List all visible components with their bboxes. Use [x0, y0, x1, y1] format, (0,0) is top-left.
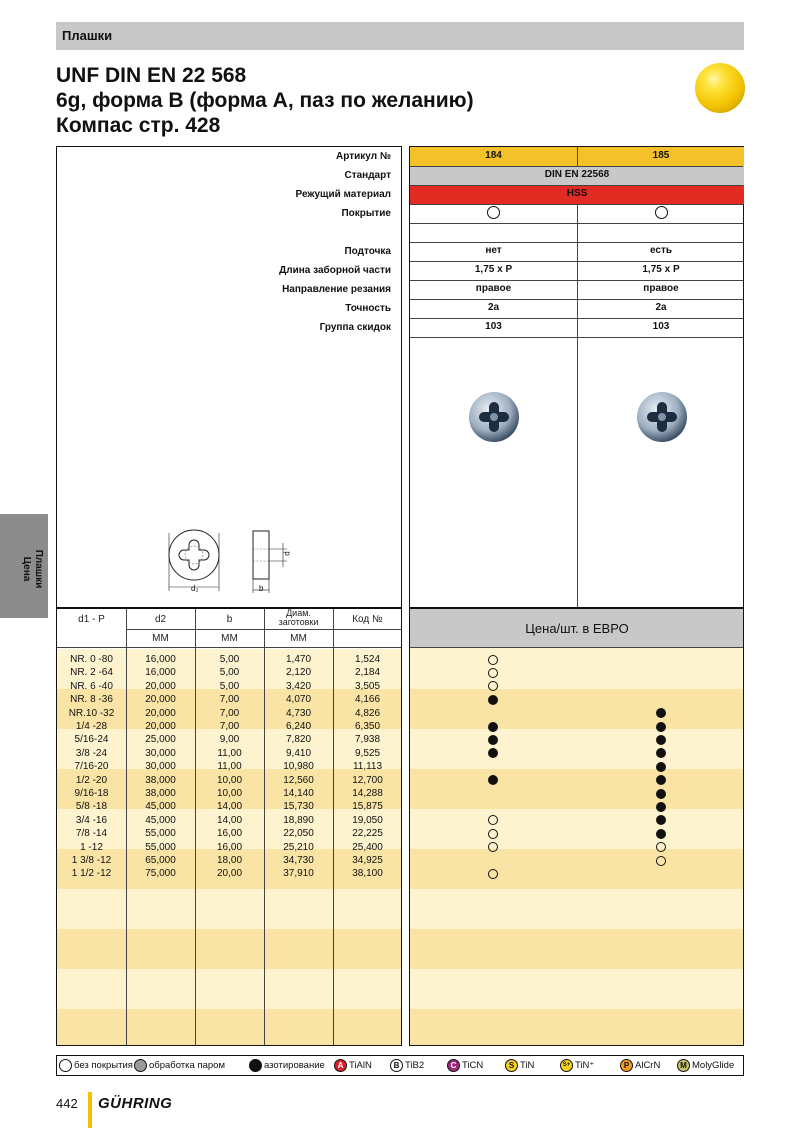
direction-184: правое — [475, 283, 512, 294]
undercut-185: есть — [649, 245, 673, 256]
cell-d2: 25,000 — [145, 734, 176, 746]
cell-d2: 55,000 — [145, 841, 176, 853]
cell-diam: 7,820 — [285, 734, 312, 746]
cell-d1p: 1 1/2 -12 — [71, 868, 112, 880]
legend-item-tin: S TiN — [505, 1059, 534, 1073]
nitrided-dot-icon — [488, 722, 498, 732]
cell-diam: 3,420 — [285, 680, 312, 692]
legend-item-tib2: B TiB2 — [390, 1059, 424, 1073]
row-band — [410, 649, 743, 689]
row-band — [57, 1009, 401, 1046]
page-number: 442 — [56, 1096, 78, 1111]
cell-d2: 38,000 — [145, 788, 176, 799]
legend-item-steam: обработка паром — [134, 1059, 225, 1073]
cell-d1p: 1/2 -20 — [75, 774, 108, 786]
cell-d2: 20,000 — [145, 694, 176, 706]
nitrided-dot-icon — [656, 735, 666, 745]
cell-code: 15,875 — [352, 801, 383, 813]
cell-code: 7,938 — [354, 734, 381, 746]
row-band — [410, 729, 743, 769]
section-title: Плашки — [62, 28, 113, 43]
cell-b: 10,00 — [216, 788, 243, 799]
cell-code: 25,400 — [352, 841, 383, 853]
col-blank-diameter-line2: заготовки — [278, 617, 319, 627]
row-band — [410, 889, 743, 929]
row-band — [410, 689, 743, 729]
cell-d1p: 9/16-18 — [74, 788, 109, 799]
table-row — [57, 747, 402, 760]
cell-code: 22,225 — [352, 828, 383, 840]
uncoated-circle-icon — [655, 206, 668, 219]
cell-code: 11,113 — [352, 761, 383, 773]
table-row — [57, 867, 402, 880]
table-row — [57, 814, 402, 827]
unit-d2: MM — [152, 633, 169, 644]
nitrided-dot-icon — [488, 735, 498, 745]
discount-184: 103 — [485, 321, 502, 332]
legend-item-tin-plus: S+ TiN⁺ — [560, 1059, 594, 1073]
undercut-184: нет — [485, 245, 502, 256]
cell-d2: 65,000 — [145, 855, 176, 866]
label-article: Артикул № — [336, 151, 391, 162]
brand-logo: GÜHRING — [98, 1095, 173, 1112]
row-band — [410, 849, 743, 889]
table-row — [57, 787, 402, 800]
nitrided-dot-icon — [656, 762, 666, 772]
col-d1p: d1 - P — [78, 614, 105, 625]
label-discount: Группа скидок — [319, 322, 391, 333]
cell-d2: 30,000 — [145, 761, 176, 773]
label-chamfer: Длина заборной части — [279, 265, 391, 276]
coating-184 — [410, 204, 577, 223]
cell-d2: 55,000 — [145, 828, 176, 840]
table-row — [57, 854, 402, 867]
cell-d2: 20,000 — [145, 721, 176, 732]
cell-diam: 15,730 — [283, 801, 314, 813]
cell-b: 16,00 — [216, 841, 243, 853]
table-row — [57, 693, 402, 706]
nitrided-dot-icon — [656, 802, 666, 812]
legend-item-molyglide: M MolyGlide — [677, 1059, 734, 1073]
discount-185: 103 — [652, 321, 670, 332]
label-material: Режущий материал — [295, 189, 391, 200]
cell-diam: 12,560 — [283, 774, 314, 786]
cell-b: 18,00 — [216, 855, 243, 866]
cell-d1p: 3/8 -24 — [75, 747, 108, 759]
side-tab-sublabel: Цена — [21, 556, 32, 582]
label-direction: Направление резания — [282, 284, 391, 295]
tialn-circle-icon: A — [334, 1059, 347, 1072]
table-row — [57, 720, 402, 733]
table-row — [57, 774, 402, 787]
cell-diam: 10,980 — [283, 761, 314, 773]
cell-diam: 2,120 — [285, 667, 312, 679]
nitrided-dot-icon — [656, 789, 666, 799]
nitrided-dot-icon — [656, 829, 666, 839]
label-undercut: Подточка — [344, 246, 391, 257]
die-184-image — [467, 390, 521, 444]
cell-d1p: NR. 0 -80 — [70, 654, 113, 665]
material-value: HSS — [410, 185, 744, 204]
availability-table — [409, 608, 744, 1046]
cell-d1p: 3/4 -16 — [75, 814, 108, 826]
page-reference: Компас стр. 428 — [56, 114, 221, 137]
tin-circle-icon: S — [505, 1059, 518, 1072]
table-row — [57, 733, 402, 746]
cell-b: 5,00 — [219, 667, 240, 679]
cell-code: 14,288 — [352, 788, 383, 799]
article-184: 184 — [410, 147, 577, 166]
cell-b: 7,00 — [219, 707, 240, 719]
cell-code: 12,700 — [352, 774, 383, 786]
row-band — [410, 1009, 743, 1046]
cell-d1p: 1 3/8 -12 — [71, 855, 112, 866]
cell-code: 1,524 — [354, 654, 381, 665]
row-band — [57, 929, 401, 969]
row-band — [410, 809, 743, 849]
cell-code: 34,925 — [352, 855, 383, 866]
standard-value: DIN EN 22568 — [410, 166, 744, 185]
row-band — [57, 889, 401, 929]
coating-legend — [56, 1055, 744, 1076]
cell-d1p: NR.10 -32 — [68, 707, 115, 719]
label-tolerance: Точность — [345, 303, 391, 314]
cell-d2: 45,000 — [145, 801, 176, 813]
cell-b: 16,00 — [216, 828, 243, 840]
cell-d1p: NR. 2 -64 — [70, 667, 113, 679]
cell-b: 10,00 — [216, 774, 243, 786]
chamfer-184: 1,75 x P — [474, 264, 513, 275]
unit-diameter: MM — [290, 633, 307, 644]
nitrided-circle-icon — [249, 1059, 262, 1072]
nitrided-dot-icon — [656, 722, 666, 732]
cell-b: 20,00 — [216, 868, 243, 880]
cell-d1p: 7/16-20 — [74, 761, 109, 773]
table-row — [57, 760, 402, 773]
cell-d2: 16,000 — [145, 654, 176, 665]
footer-accent-bar — [88, 1092, 92, 1128]
cell-d2: 45,000 — [145, 814, 176, 826]
cell-d1p: NR. 6 -40 — [70, 680, 113, 692]
cell-code: 38,100 — [352, 868, 383, 880]
cell-diam: 6,240 — [285, 721, 312, 732]
table-row — [57, 653, 402, 666]
die-185-image — [635, 390, 689, 444]
table-row — [57, 707, 402, 720]
page-title: UNF DIN EN 22 568 — [56, 64, 247, 87]
cell-b: 7,00 — [219, 721, 240, 732]
article-185: 185 — [578, 147, 744, 166]
table-row — [57, 680, 402, 693]
cell-d2: 16,000 — [145, 667, 176, 679]
cell-d2: 75,000 — [145, 868, 176, 880]
cell-diam: 4,070 — [285, 694, 312, 706]
table-row — [57, 841, 402, 854]
steam-treated-dot-icon — [488, 869, 498, 879]
cell-diam: 18,890 — [283, 814, 314, 826]
side-tab-label: Плашки — [33, 549, 44, 589]
chamfer-185: 1,75 x P — [642, 264, 680, 275]
direction-185: правое — [643, 283, 679, 294]
cell-b: 11,00 — [217, 747, 242, 759]
col-blank-diameter-line1: Диам. — [286, 608, 311, 618]
cell-diam: 34,730 — [283, 855, 314, 866]
table-row — [57, 827, 402, 840]
col-blank-diameter — [264, 609, 333, 627]
cell-code: 19,050 — [352, 814, 383, 826]
ticn-circle-icon: C — [447, 1059, 460, 1072]
molyglide-circle-icon: M — [677, 1059, 690, 1072]
tin-plus-circle-icon: S+ — [560, 1059, 573, 1072]
cell-d1p: 1/4 -28 — [75, 721, 108, 732]
table-row — [57, 666, 402, 679]
dimension-table — [56, 608, 402, 1046]
page-subtitle: 6g, форма B (форма A, паз по желанию) — [56, 89, 474, 112]
tolerance-185: 2a — [655, 302, 667, 313]
steam-treated-dot-icon — [488, 829, 498, 839]
steam-treated-dot-icon — [656, 856, 666, 866]
section-bar — [56, 22, 744, 50]
cell-d2: 20,000 — [145, 680, 176, 692]
cell-d1p: 7/8 -14 — [75, 828, 108, 840]
cell-b: 7,00 — [219, 694, 240, 706]
label-coating: Покрытие — [341, 208, 391, 219]
steam-treated-dot-icon — [488, 668, 498, 678]
spec-label-panel — [56, 146, 402, 608]
cell-diam: 25,210 — [283, 841, 314, 853]
col-b: b — [226, 614, 233, 625]
product-group-ball-icon — [695, 63, 745, 113]
cell-code: 4,166 — [354, 694, 381, 706]
cell-d2: 38,000 — [145, 774, 176, 786]
legend-item-alcrn: P AlCrN — [620, 1059, 660, 1073]
legend-item-nitrided: азотирование — [249, 1059, 325, 1073]
steam-treated-circle-icon — [134, 1059, 147, 1072]
row-band — [410, 969, 743, 1009]
cell-d2: 30,000 — [145, 747, 176, 759]
table-row — [57, 800, 402, 813]
drawing-label-b: b — [259, 584, 264, 593]
cell-code: 2,184 — [354, 667, 381, 679]
drawing-label-d2: d₂ — [191, 584, 199, 593]
cell-d1p: NR. 8 -36 — [70, 694, 113, 706]
uncoated-circle-icon — [487, 206, 500, 219]
uncoated-circle-icon — [59, 1059, 72, 1072]
cell-code: 9,525 — [354, 747, 381, 759]
col-code: Код № — [352, 614, 383, 625]
legend-item-uncoated: без покрытия — [59, 1059, 133, 1073]
legend-item-tialn: A TiAlN — [334, 1059, 372, 1073]
cell-diam: 1,470 — [285, 654, 312, 665]
drawing-label-d: d — [282, 551, 292, 556]
cell-diam: 4,730 — [285, 707, 312, 719]
cell-b: 5,00 — [219, 654, 240, 665]
cell-b: 5,00 — [219, 680, 240, 692]
cell-b: 9,00 — [219, 734, 240, 746]
nitrided-dot-icon — [488, 695, 498, 705]
row-band — [57, 969, 401, 1009]
coating-185 — [578, 204, 744, 223]
unit-b: MM — [221, 633, 238, 644]
cell-diam: 14,140 — [283, 788, 314, 799]
row-band — [410, 929, 743, 969]
cell-b: 11,00 — [217, 761, 242, 773]
cell-diam: 9,410 — [285, 747, 312, 759]
steam-treated-dot-icon — [488, 655, 498, 665]
spec-value-panel — [409, 146, 744, 608]
cell-d1p: 5/8 -18 — [75, 801, 108, 813]
cell-b: 14,00 — [216, 814, 243, 826]
label-standard: Стандарт — [344, 170, 391, 181]
cell-b: 14,00 — [216, 801, 243, 813]
cell-diam: 37,910 — [283, 868, 314, 880]
cell-d2: 20,000 — [145, 707, 176, 719]
col-d2: d2 — [154, 614, 167, 625]
price-header: Цена/шт. в ЕВРО — [525, 621, 629, 636]
tib2-circle-icon: B — [390, 1059, 403, 1072]
die-drawing — [157, 523, 307, 599]
legend-item-ticn: C TiCN — [447, 1059, 483, 1073]
cell-code: 3,505 — [354, 680, 381, 692]
alcrn-circle-icon: P — [620, 1059, 633, 1072]
cell-code: 6,350 — [354, 721, 381, 732]
tolerance-184: 2a — [487, 302, 500, 313]
cell-code: 4,826 — [354, 707, 381, 719]
cell-d1p: 5/16-24 — [74, 734, 109, 746]
side-tab[interactable] — [0, 514, 48, 618]
cell-diam: 22,050 — [283, 828, 314, 840]
cell-d1p: 1 -12 — [80, 841, 103, 853]
row-band — [410, 769, 743, 809]
